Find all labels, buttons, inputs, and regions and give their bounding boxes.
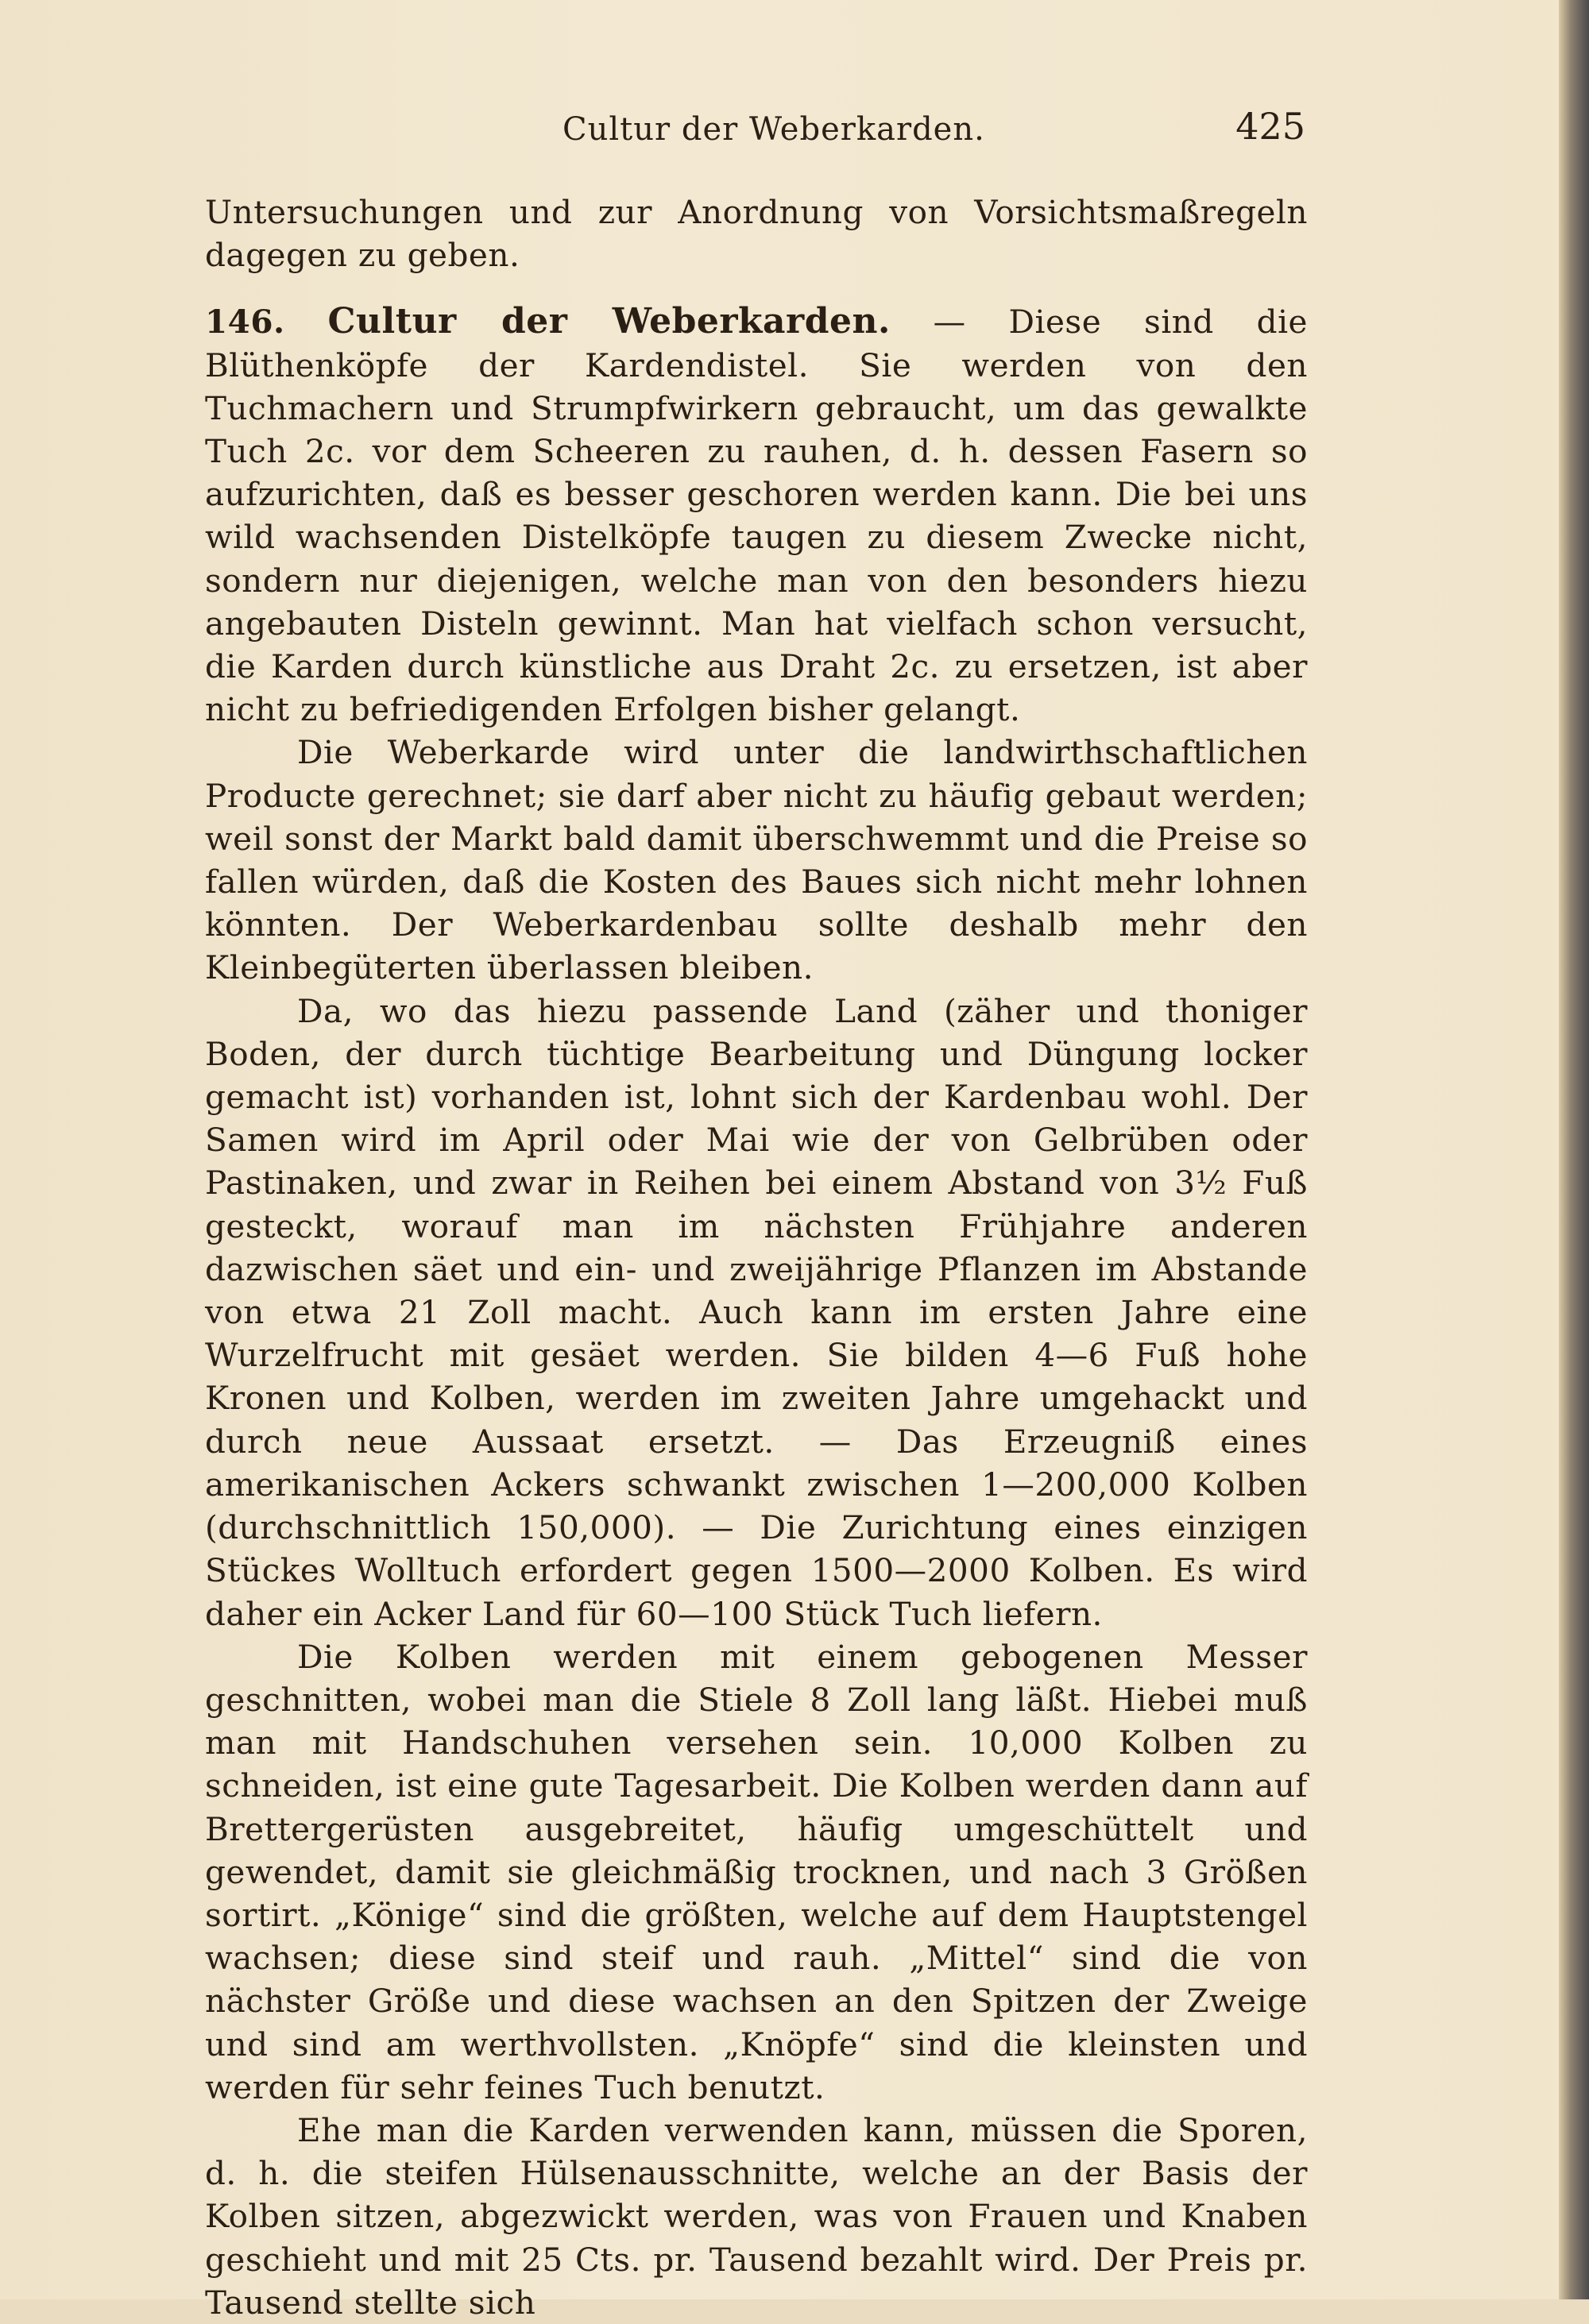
section-title: Cultur der Weberkarden. [327,301,891,342]
section-text: — Diese sind die Blüthenköpfe der Kardendistel. Sie werden von den Tuchmachern und Strumpfwirkern gebraucht, um das gewalkte Tuch 2c. vor dem Scheeren zu rauhen, d. h. dessen Fasern so aufzurichten, daß es besser geschoren werden kann. Die bei uns wild wachsenden Distelköpfe taugen zu diesem Zwecke nicht, sondern nur diejenigen, welche man von den besonders hiezu angebauten Disteln gewinnt. Man hat vielfach schon versucht, die Karden durch künstliche aus Draht 2c. zu ersetzen, ist aber nicht zu befriedigenden Erfolgen bisher gelangt. [205,303,1309,729]
paragraph: Da, wo das hiezu passende Land (zäher und thoniger Boden, der durch tüchtige Bearbeitung und Düngung locker gemacht ist) vorhanden ist, lohnt sich der Kardenbau wohl. Der Samen wird im April oder Mai wie der von Gelbrüben oder Pastinaken, und zwar in Reihen bei einem Abstand von 3½ Fuß gesteckt, worauf man im nächsten Frühjahre anderen dazwischen säet und ein- und zweijährige Pflanzen im Abstande von etwa 21 Zoll macht. Auch kann im ersten Jahre eine Wurzelfrucht mit gesäet werden. Sie bilden 4—6 Fuß hohe Kronen und Kolben, werden im zweiten Jahre umgehackt und durch neue Aussaat ersetzt. — Das Erzeugniß eines amerikanischen Ackers schwankt zwischen 1—200,000 Kolben (durchschnittlich 150,000). — Die Zurichtung eines einzigen Stückes Wolltuch erfordert gegen 1500—2000 Kolben. Es wird daher ein Acker Land für 60—100 Stück Tuch liefern. [205,991,1308,1633]
running-head-title: Cultur der Weberkarden. [563,111,985,148]
section-paragraph [205,300,1308,731]
page-number: 425 [1235,105,1305,148]
section-number: 146. [205,303,285,342]
paragraph: Die Weberkarde wird unter die landwirthschaftlichen Producte gerechnet; sie darf aber nicht zu häufig gebaut werden; weil sonst der Markt bald damit überschwemmt und die Preise so fallen würden, daß die Kosten des Baues sich nicht mehr lohnen könnten. Der Weberkardenbau sollte deshalb mehr den Kleinbegüterten überlassen bleiben. [205,733,1308,987]
page-gutter-shadow [1559,0,1589,2299]
paragraph: Ehe man die Karden verwenden kann, müssen die Sporen, d. h. die steifen Hülsenausschnitte, welche an der Basis der Kolben sitzen, abgezwickt werden, was von Frauen und Knaben geschieht und mit 25 Cts. pr. Tausend bezahlt wird. Der Preis pr. Tausend stellte sich [205,2110,1308,2322]
body-text [205,191,1308,2324]
paragraph-continuation: Untersuchungen und zur Anordnung von Vorsichtsmaßregeln dagegen zu geben. [205,193,1308,275]
paragraph: Die Kolben werden mit einem gebogenen Messer geschnitten, wobei man die Stiele 8 Zoll lang läßt. Hiebei muß man mit Handschuhen versehen sein. 10,000 Kolben zu schneiden, ist eine gute Tagesarbeit. Die Kolben werden dann auf Brettergerüsten ausgebreitet, häufig umgeschüttelt und gewendet, damit sie gleichmäßig trocknen, und nach 3 Größen sortirt. „Könige“ sind die größten, welche auf dem Hauptstengel wachsen; diese sind steif und rauh. „Mittel“ sind die von nächster Größe und diese wachsen an den Spitzen der Zweige und sind am werthvollsten. „Knöpfe“ sind die kleinsten und werden für sehr feines Tuch benutzt. [205,1637,1308,2106]
running-head [205,105,1305,159]
